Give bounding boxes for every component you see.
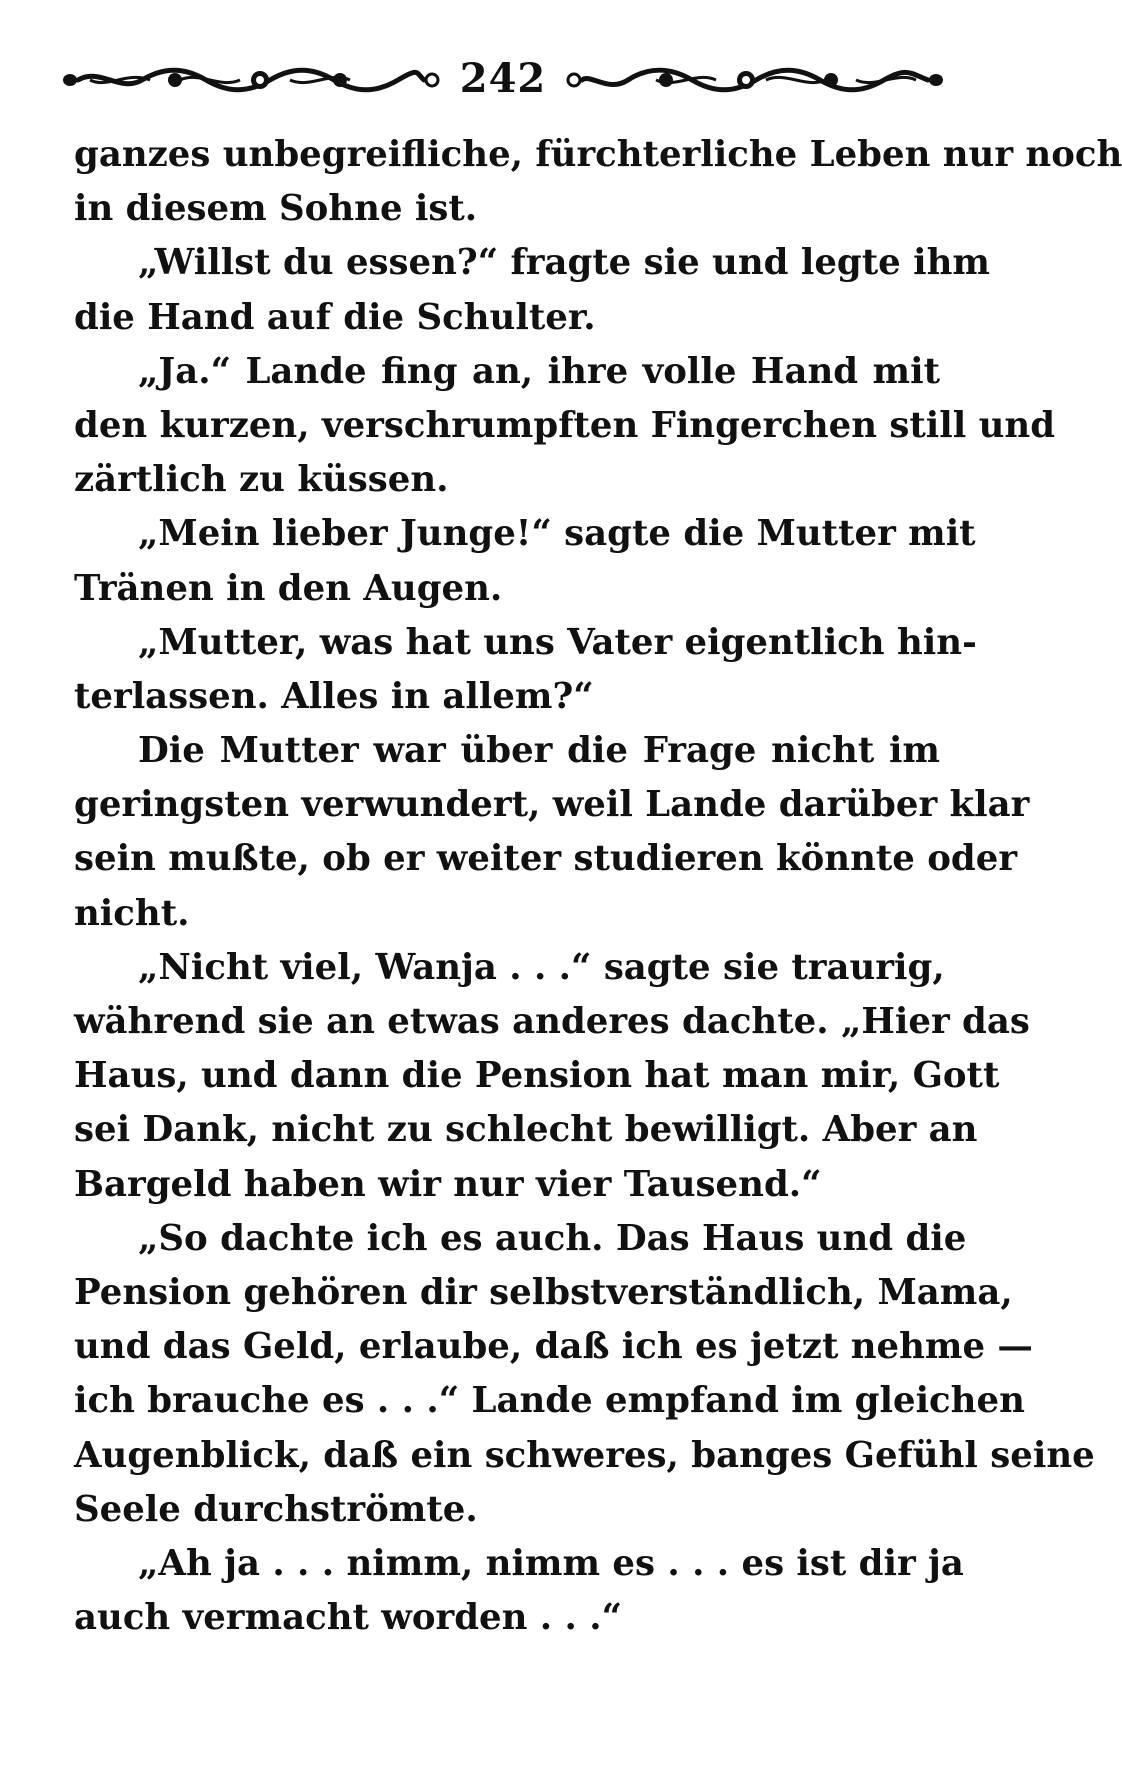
ornament-left-icon [60,65,440,93]
text-line: Die Mutter war über die Frage nicht im [138,730,940,772]
text-line: „Ah ja . . . nimm, nimm es . . . es ist dir ja [138,1542,964,1584]
text-line: die Hand auf die Schulter. [74,296,596,338]
text-line: Bargeld haben wir nur vier Tausend.“ [74,1163,822,1205]
text-line: geringsten verwundert, weil Lande darüber klar [74,784,1030,826]
text-line: nicht. [74,892,190,934]
text-line: „Willst du essen?“ fragte sie und legte ihm [138,242,990,284]
text-line: ich brauche es . . .“ Lande empfand im gleichen [74,1380,1025,1422]
ornament-right-icon [566,65,946,93]
text-line: zärtlich zu küssen. [74,459,449,501]
text-line: und das Geld, erlaube, daß ich es jetzt nehme — [74,1326,1033,1368]
text-line: sein mußte, ob er weiter studieren könnte oder [74,838,1018,880]
text-line: Haus, und dann die Pension hat man mir, Gott [74,1055,1000,1097]
text-line: sei Dank, nicht zu schlecht bewilligt. Aber an [74,1109,978,1151]
text-line: Seele durchströmte. [74,1488,478,1530]
text-line: ganzes unbegreifliche, fürchterliche Leben nur noch [74,134,1122,175]
text-line: terlassen. Alles in allem?“ [74,675,594,717]
body-text [74,128,1122,1645]
page-header [60,48,946,110]
text-line: während sie an etwas anderes dachte. „Hier das [74,1001,1030,1042]
text-line: den kurzen, verschrumpften Fingerchen still und [74,404,1056,446]
text-line: „Mein lieber Junge!“ sagte die Mutter mit [138,513,976,555]
text-line: auch vermacht worden . . .“ [74,1597,622,1639]
text-line: in diesem Sohne ist. [74,188,478,230]
text-line: „Ja.“ Lande fing an, ihre volle Hand mit [138,350,940,392]
text-line: „So dachte ich es auch. Das Haus und die [138,1217,967,1259]
text-line: „Mutter, was hat uns Vater eigentlich hin- [138,621,977,663]
text-line: „Nicht viel, Wanja . . .“ sagte sie traurig, [138,946,945,988]
text-line: Tränen in den Augen. [74,567,503,609]
text-line: Augenblick, daß ein schweres, banges Gefühl seine [74,1434,1095,1476]
text-line: Pension gehören dir selbstverständlich, Mama, [74,1271,1013,1313]
page-number: 242 [459,55,547,102]
